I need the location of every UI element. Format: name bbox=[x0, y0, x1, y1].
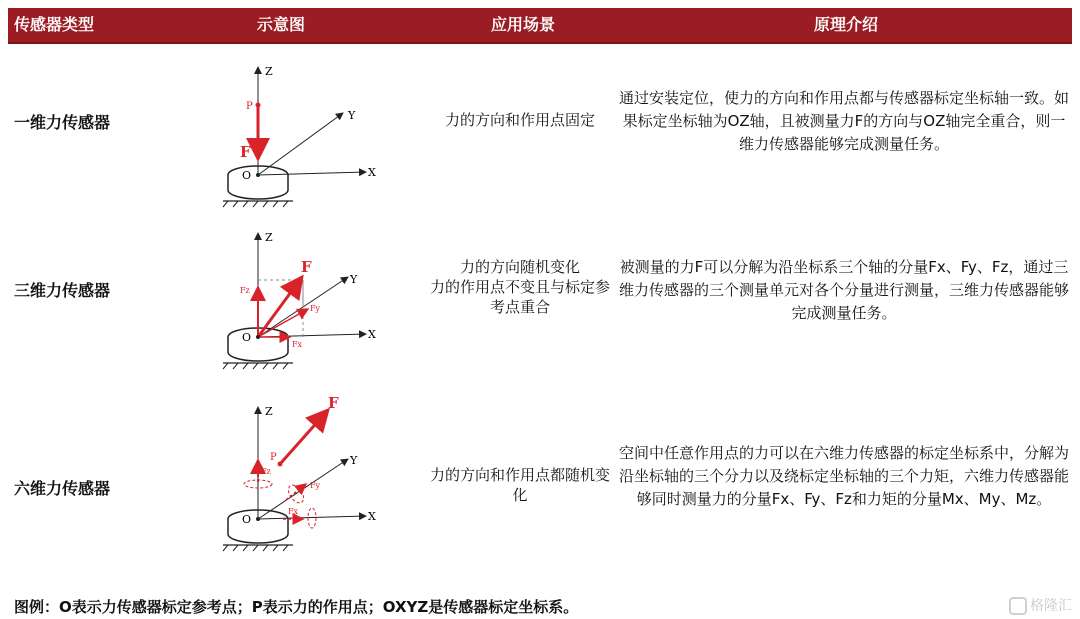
row-2-scene bbox=[424, 257, 616, 317]
point-p-label: P bbox=[270, 452, 277, 463]
row-3-type: 六维力传感器 bbox=[14, 479, 111, 498]
row-3-diagram bbox=[208, 392, 388, 557]
row-1-principle: 通过安装定位，使力的方向和作用点都与传感器标定坐标轴一致。如果标定坐标轴为OZ轴，且被测量力F的方向与OZ轴完全重合，则一维力传感器能够完成测量任务。 bbox=[618, 89, 1069, 153]
axis-y-label: Y bbox=[350, 273, 358, 286]
force-f-label: F bbox=[301, 258, 312, 276]
row-3-principle: 空间中任意作用点的力可以在六维力传感器的标定坐标系中，分解为沿坐标轴的三个分力以及绕标定坐标轴的三个力矩，六维力传感器能够同时测量力的分量Fx、Fy、Fz和力矩的分量Mx、My、Mz。 bbox=[618, 444, 1069, 508]
header-scene: 应用场景 bbox=[490, 15, 555, 34]
fx-label: Fx bbox=[292, 340, 303, 349]
watermark bbox=[1009, 595, 1072, 615]
watermark-text: 格隆汇 bbox=[1030, 598, 1072, 614]
axis-x-label: X bbox=[368, 328, 376, 341]
row-2-type: 三维力传感器 bbox=[14, 281, 111, 300]
watermark-logo-icon bbox=[1009, 597, 1027, 615]
row-1-diagram bbox=[208, 55, 388, 215]
axis-z-label: Z bbox=[265, 405, 273, 418]
row-1-type: 一维力传感器 bbox=[14, 113, 111, 132]
header-diagram: 示意图 bbox=[256, 15, 305, 34]
fy-label: Fy bbox=[310, 481, 321, 490]
legend-note: 图例：O表示力传感器标定参考点；P表示力的作用点；OXYZ是传感器标定坐标系。 bbox=[14, 598, 579, 616]
force-f-label: F bbox=[240, 143, 251, 161]
axis-y-label: Y bbox=[348, 109, 356, 122]
point-p-label: P bbox=[246, 101, 253, 112]
header-principle: 原理介绍 bbox=[813, 15, 878, 34]
fz-label: Fz bbox=[240, 286, 250, 295]
origin-o-label: O bbox=[242, 169, 252, 182]
fx-label: Fx bbox=[288, 507, 299, 516]
row-1-scene: 力的方向和作用点固定 bbox=[444, 111, 595, 129]
origin-o-label: O bbox=[242, 331, 252, 344]
axis-z-label: Z bbox=[265, 231, 273, 244]
force-f-label: F bbox=[328, 394, 339, 412]
axis-x-label: X bbox=[368, 166, 376, 179]
header-divider bbox=[8, 42, 1072, 44]
row-2-diagram bbox=[208, 225, 388, 385]
fy-label: Fy bbox=[310, 304, 321, 313]
axis-y-label: Y bbox=[350, 454, 358, 467]
fz-label: Fz bbox=[261, 467, 271, 476]
row-2-scene-text: 力的方向随机变化 力的作用点不变且与标定参考点重合 bbox=[429, 258, 610, 316]
table-header bbox=[8, 8, 1072, 42]
origin-o-label: O bbox=[242, 513, 252, 526]
header-type: 传感器类型 bbox=[14, 15, 95, 34]
row-2-principle: 被测量的力F可以分解为沿坐标系三个轴的分量Fx、Fy、Fz，通过三维力传感器的三个测量单元对各个分量进行测量，三维力传感器能够完成测量任务。 bbox=[618, 258, 1069, 322]
axis-x-label: X bbox=[368, 510, 376, 523]
axis-z-label: Z bbox=[265, 65, 273, 78]
row-3-scene: 力的方向和作用点都随机变化 bbox=[429, 466, 610, 504]
